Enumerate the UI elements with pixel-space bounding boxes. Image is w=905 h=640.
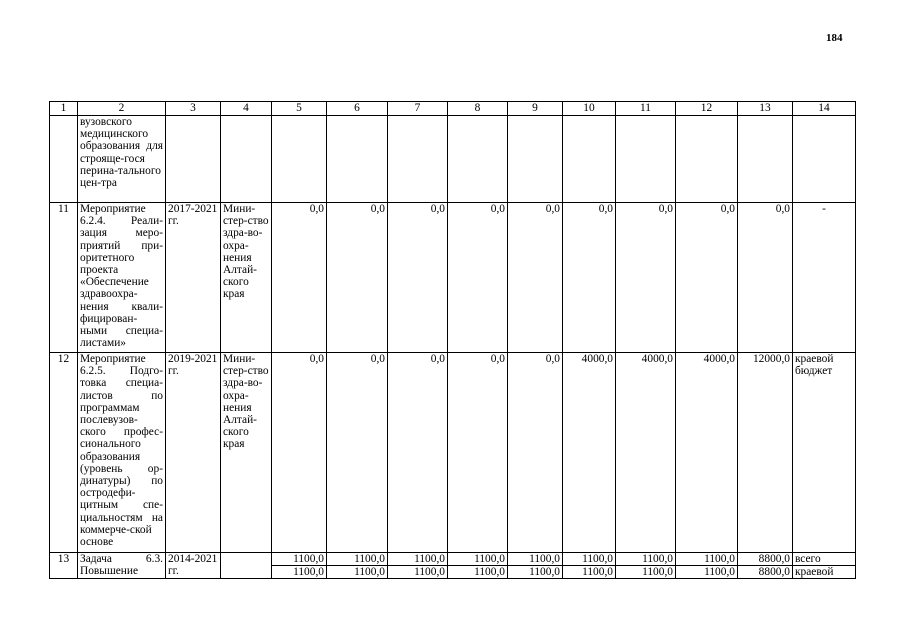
event-name: Мероприятие 6.2.5. Подго-товка специа-листов по программам послевузов-ского профес-сионального образования (уровень ор-динатуры) по остродефи-цитным спе-циальностям на коммерче-ской основе (78, 353, 166, 553)
source-cell (793, 116, 856, 203)
value-line: 1100,0 (388, 565, 447, 578)
period-cell (166, 116, 221, 203)
value-cell (616, 116, 676, 203)
source-cell: краевой бюджет (793, 353, 856, 553)
value-cell (563, 553, 616, 579)
page-number: 184 (826, 32, 843, 44)
header-row (50, 102, 856, 116)
period-cell: 2019-2021 гг. (166, 353, 221, 553)
executor-cell: Мини-стер-ство здра-во-охра-нения Алтай-ского края (221, 203, 272, 353)
value-cell: 0,0 (272, 203, 327, 353)
value-cell: 0,0 (388, 353, 448, 553)
value-cell (616, 553, 676, 579)
table-row (50, 116, 856, 203)
value-line: 1100,0 (529, 553, 560, 565)
value-line: 1100,0 (293, 553, 324, 565)
value-cell: 0,0 (616, 203, 676, 353)
value-line: 1100,0 (582, 553, 613, 565)
source-line: краевой (793, 565, 855, 578)
value-line: 1100,0 (616, 565, 675, 578)
value-line: 1100,0 (448, 565, 507, 578)
value-cell: 0,0 (388, 203, 448, 353)
value-cell: 12000,0 (738, 353, 793, 553)
value-cell (448, 116, 508, 203)
row-number: 11 (50, 203, 78, 353)
value-cell: 0,0 (448, 353, 508, 553)
value-cell: 0,0 (448, 203, 508, 353)
value-cell (738, 116, 793, 203)
header-cell: 5 (272, 102, 327, 116)
value-line: 8800,0 (738, 565, 792, 578)
value-cell: 4000,0 (616, 353, 676, 553)
value-cell: 0,0 (563, 203, 616, 353)
source-line: всего (795, 553, 821, 565)
value-cell: 4000,0 (563, 353, 616, 553)
value-cell: 0,0 (676, 203, 738, 353)
executor-cell (221, 116, 272, 203)
value-line: 1100,0 (508, 565, 562, 578)
value-line: 1100,0 (272, 565, 326, 578)
executor-cell: Мини-стер-ство здра-во-охра-нения Алтай-ского края (221, 353, 272, 553)
executor-cell (221, 553, 272, 579)
source-cell (793, 553, 856, 579)
value-cell (448, 553, 508, 579)
header-cell: 12 (676, 102, 738, 116)
value-cell: 0,0 (327, 353, 388, 553)
event-name: Задача 6.3. Повышение (78, 553, 166, 579)
value-cell (388, 116, 448, 203)
value-cell (676, 116, 738, 203)
value-line: 8800,0 (758, 553, 790, 565)
row-number: 12 (50, 353, 78, 553)
event-name: Мероприятие 6.2.4. Реали-зация меро-приятий при-оритетного проекта «Обеспечение здравоохра-нения квали-фицирован-ными специа-листами» (78, 203, 166, 353)
header-cell: 14 (793, 102, 856, 116)
period-cell: 2017-2021 гг. (166, 203, 221, 353)
value-cell (676, 553, 738, 579)
period-cell: 2014-2021 гг. (166, 553, 221, 579)
value-cell (272, 116, 327, 203)
value-cell (738, 553, 793, 579)
value-cell: 0,0 (327, 203, 388, 353)
value-line: 1100,0 (354, 553, 385, 565)
value-cell: 0,0 (508, 353, 563, 553)
table-row (50, 353, 856, 553)
header-cell: 13 (738, 102, 793, 116)
value-cell: 0,0 (272, 353, 327, 553)
value-line: 1100,0 (563, 565, 615, 578)
header-cell: 9 (508, 102, 563, 116)
value-cell: 0,0 (738, 203, 793, 353)
value-cell: 0,0 (508, 203, 563, 353)
value-cell: 4000,0 (676, 353, 738, 553)
value-cell (327, 116, 388, 203)
value-line: 1100,0 (327, 565, 387, 578)
table-row (50, 553, 856, 579)
header-cell: 8 (448, 102, 508, 116)
value-line: 1100,0 (642, 553, 673, 565)
value-line: 1100,0 (474, 553, 505, 565)
table-row (50, 203, 856, 353)
value-cell (327, 553, 388, 579)
event-name: вузовского медицинского образования для строяще-гося перина-тального цен-тра (78, 116, 166, 203)
header-cell: 2 (78, 102, 166, 116)
source-cell: - (793, 203, 856, 353)
row-number (50, 116, 78, 203)
value-line: 1100,0 (704, 553, 735, 565)
header-cell: 1 (50, 102, 78, 116)
value-cell (272, 553, 327, 579)
value-cell (388, 553, 448, 579)
header-cell: 4 (221, 102, 272, 116)
header-cell: 11 (616, 102, 676, 116)
value-cell (508, 116, 563, 203)
value-cell (563, 116, 616, 203)
value-line: 1100,0 (414, 553, 445, 565)
header-cell: 6 (327, 102, 388, 116)
header-cell: 7 (388, 102, 448, 116)
header-cell: 10 (563, 102, 616, 116)
header-cell: 3 (166, 102, 221, 116)
row-number: 13 (50, 553, 78, 579)
value-line: 1100,0 (676, 565, 737, 578)
value-cell (508, 553, 563, 579)
financing-table (49, 101, 856, 579)
